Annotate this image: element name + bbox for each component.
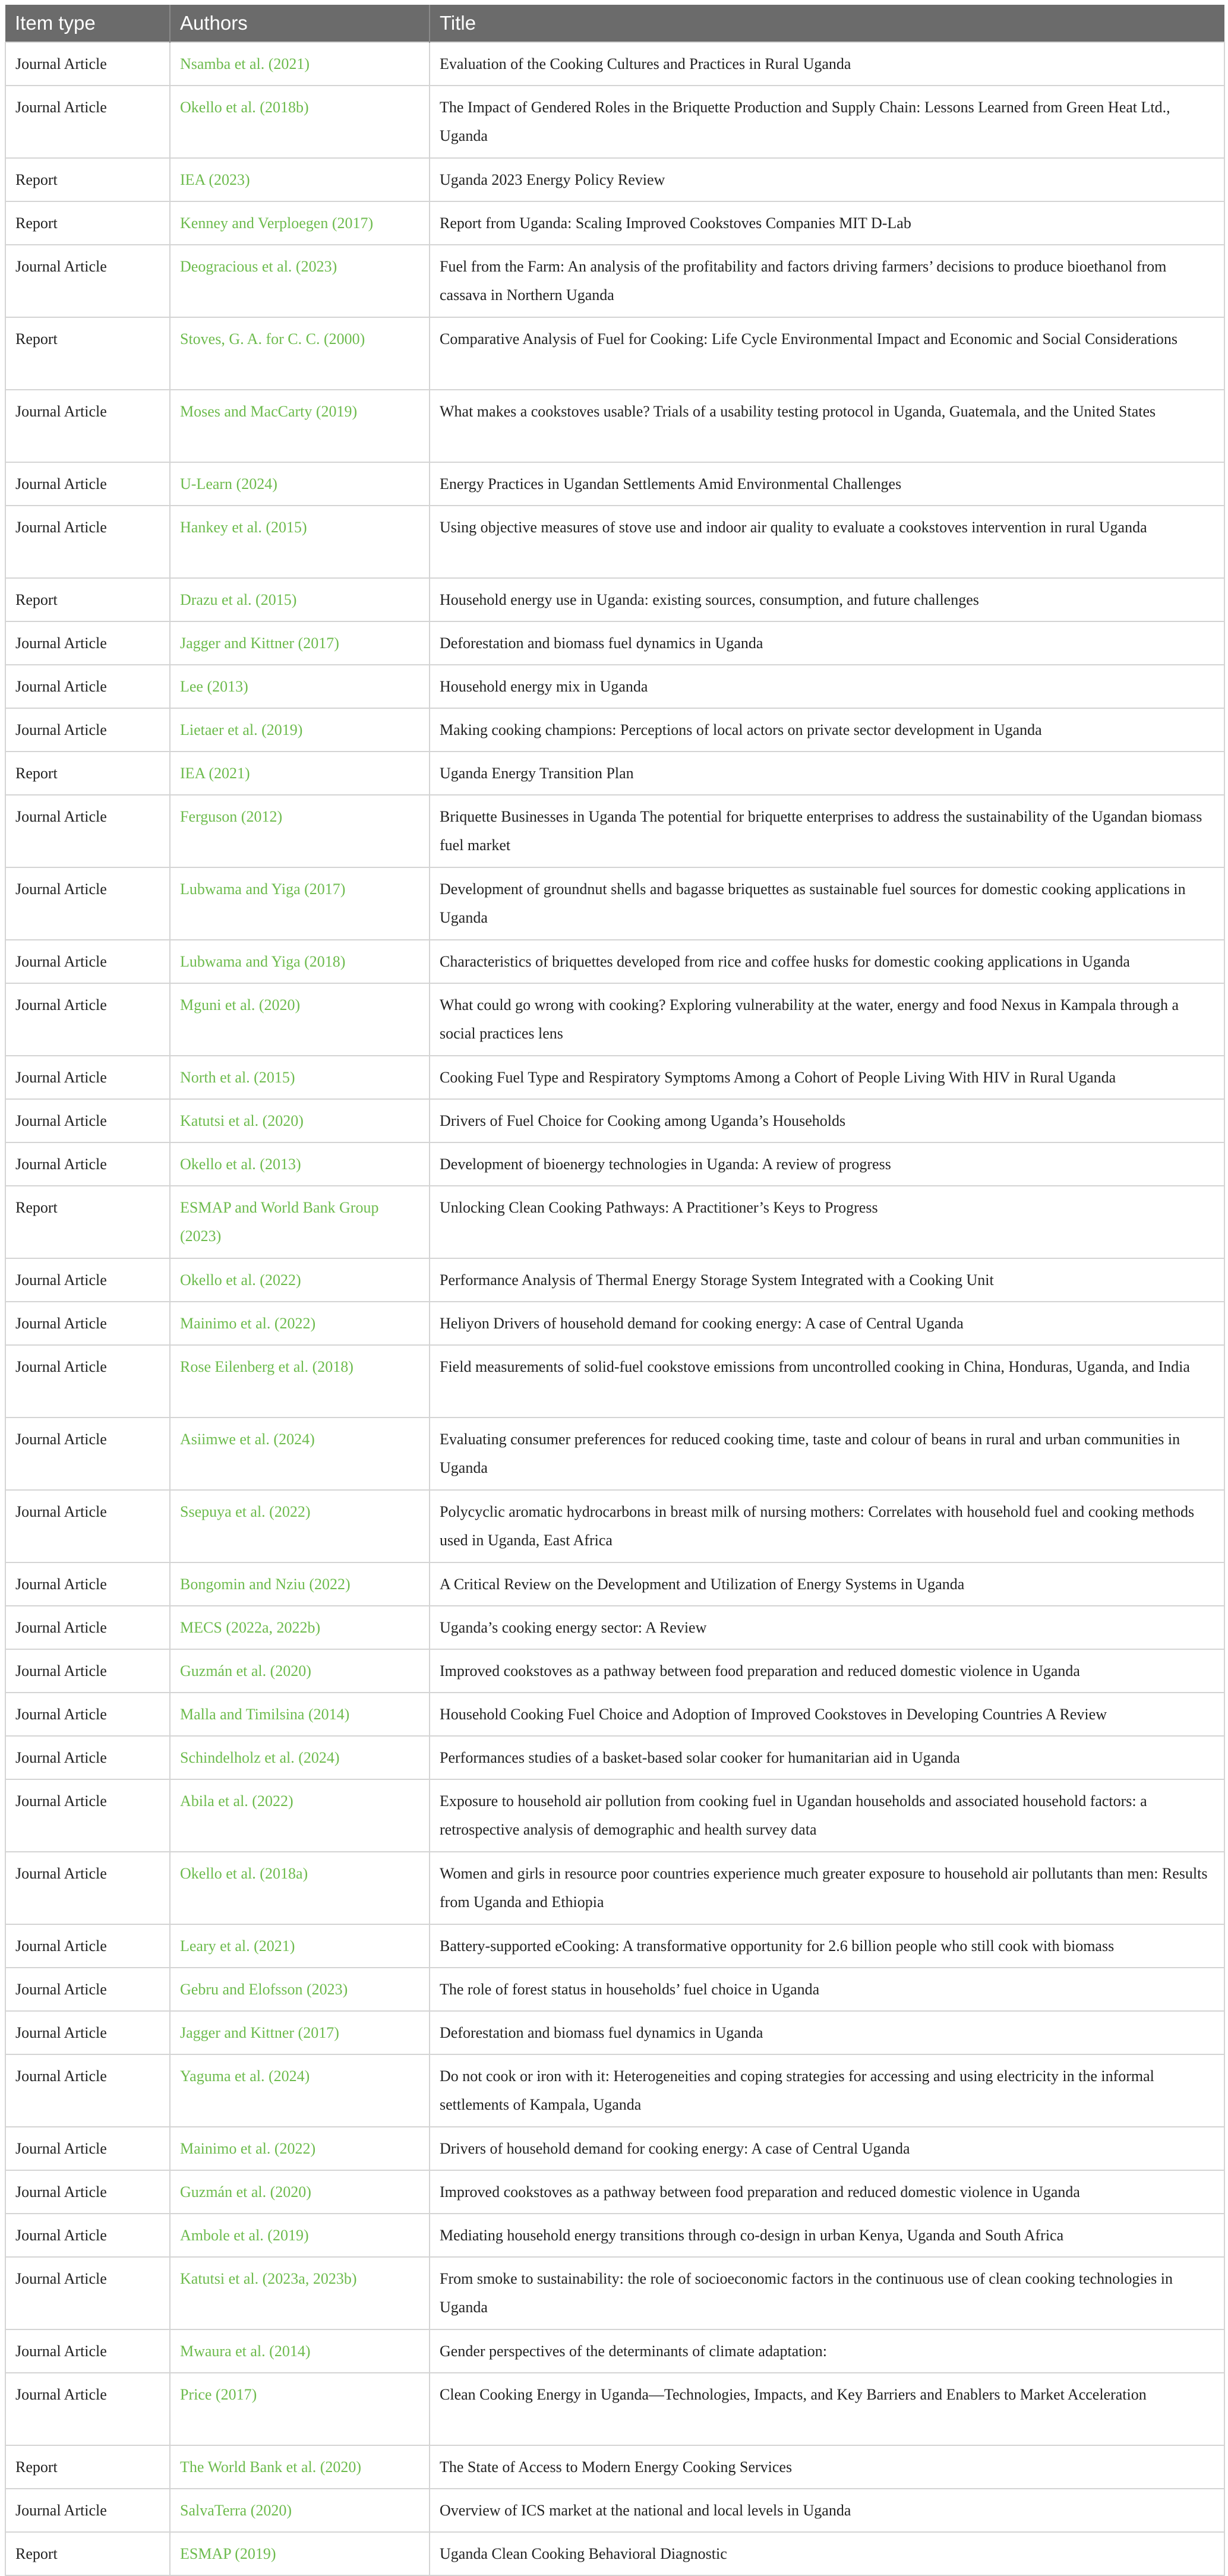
table-row bbox=[5, 665, 1224, 708]
item-type-cell: Journal Article bbox=[5, 390, 170, 462]
item-type-cell: Journal Article bbox=[5, 2329, 170, 2373]
title-cell: Improved cookstoves as a pathway between food preparation and reduced domestic violence in Uganda bbox=[430, 2170, 1224, 2214]
table-row bbox=[5, 2257, 1224, 2329]
title-cell: From smoke to sustainability: the role of socioeconomic factors in the continuous use of clean cooking technologies in Uganda bbox=[430, 2257, 1224, 2329]
author-link[interactable]: Price (2017) bbox=[170, 2373, 430, 2445]
header-title: Title bbox=[430, 5, 1224, 42]
author-link[interactable]: Mguni et al. (2020) bbox=[170, 983, 430, 1056]
author-link[interactable]: Abila et al. (2022) bbox=[170, 1779, 430, 1852]
item-type-cell: Journal Article bbox=[5, 795, 170, 867]
table-row bbox=[5, 1736, 1224, 1779]
title-cell: Report from Uganda: Scaling Improved Cookstoves Companies MIT D-Lab bbox=[430, 201, 1224, 245]
author-link[interactable]: Mainimo et al. (2022) bbox=[170, 2127, 430, 2170]
item-type-cell: Journal Article bbox=[5, 2011, 170, 2054]
table-row bbox=[5, 1345, 1224, 1418]
author-link[interactable]: Bongomin and Nziu (2022) bbox=[170, 1562, 430, 1606]
table-row bbox=[5, 2532, 1224, 2575]
table-row bbox=[5, 42, 1224, 86]
author-link[interactable]: Asiimwe et al. (2024) bbox=[170, 1418, 430, 1490]
item-type-cell: Journal Article bbox=[5, 462, 170, 506]
table-row bbox=[5, 1142, 1224, 1186]
author-link[interactable]: Stoves, G. A. for C. C. (2000) bbox=[170, 317, 430, 390]
author-link[interactable]: Drazu et al. (2015) bbox=[170, 578, 430, 621]
title-cell: Uganda Energy Transition Plan bbox=[430, 752, 1224, 795]
table-row bbox=[5, 752, 1224, 795]
item-type-cell: Report bbox=[5, 158, 170, 201]
item-type-cell: Journal Article bbox=[5, 1345, 170, 1418]
title-cell: Development of groundnut shells and bagasse briquettes as sustainable fuel sources for domestic cooking applications in Uganda bbox=[430, 867, 1224, 940]
author-link[interactable]: Mainimo et al. (2022) bbox=[170, 1302, 430, 1345]
table-row bbox=[5, 2214, 1224, 2257]
table-row bbox=[5, 1056, 1224, 1099]
table-row bbox=[5, 2445, 1224, 2489]
item-type-cell: Report bbox=[5, 752, 170, 795]
table-row bbox=[5, 2489, 1224, 2532]
author-link[interactable]: Okello et al. (2018a) bbox=[170, 1852, 430, 1924]
table-row bbox=[5, 1606, 1224, 1649]
author-link[interactable]: Schindelholz et al. (2024) bbox=[170, 1736, 430, 1779]
title-cell: Mediating household energy transitions through co-design in urban Kenya, Uganda and South Africa bbox=[430, 2214, 1224, 2257]
table-row bbox=[5, 795, 1224, 867]
item-type-cell: Journal Article bbox=[5, 1736, 170, 1779]
title-cell: Characteristics of briquettes developed from rice and coffee husks for domestic cooking applications in Uganda bbox=[430, 940, 1224, 983]
author-link[interactable]: Ferguson (2012) bbox=[170, 795, 430, 867]
author-link[interactable]: Yaguma et al. (2024) bbox=[170, 2054, 430, 2127]
item-type-cell: Journal Article bbox=[5, 2257, 170, 2329]
author-link[interactable]: Guzmán et al. (2020) bbox=[170, 1649, 430, 1693]
title-cell: Evaluation of the Cooking Cultures and Practices in Rural Uganda bbox=[430, 42, 1224, 86]
item-type-cell: Journal Article bbox=[5, 1490, 170, 1562]
title-cell: Heliyon Drivers of household demand for cooking energy: A case of Central Uganda bbox=[430, 1302, 1224, 1345]
title-cell: Cooking Fuel Type and Respiratory Symptoms Among a Cohort of People Living With HIV in Rural Uganda bbox=[430, 1056, 1224, 1099]
item-type-cell: Journal Article bbox=[5, 1968, 170, 2011]
title-cell: Exposure to household air pollution from cooking fuel in Ugandan households and associated household factors: a retrospective analysis of demographic and health survey data bbox=[430, 1779, 1224, 1852]
title-cell: The role of forest status in households’ fuel choice in Uganda bbox=[430, 1968, 1224, 2011]
author-link[interactable]: Okello et al. (2018b) bbox=[170, 86, 430, 158]
item-type-cell: Journal Article bbox=[5, 1606, 170, 1649]
item-type-cell: Journal Article bbox=[5, 86, 170, 158]
title-cell: Polycyclic aromatic hydrocarbons in breast milk of nursing mothers: Correlates with household fuel and cooking methods used in Uganda, East Africa bbox=[430, 1490, 1224, 1562]
table-row bbox=[5, 940, 1224, 983]
item-type-cell: Report bbox=[5, 578, 170, 621]
item-type-cell: Journal Article bbox=[5, 1142, 170, 1186]
table-row bbox=[5, 1924, 1224, 1968]
item-type-cell: Journal Article bbox=[5, 2214, 170, 2257]
table-row bbox=[5, 158, 1224, 201]
table-row bbox=[5, 390, 1224, 462]
table-row bbox=[5, 1968, 1224, 2011]
table-body bbox=[5, 42, 1224, 2575]
author-link[interactable]: U-Learn (2024) bbox=[170, 462, 430, 506]
table-row bbox=[5, 1418, 1224, 1490]
item-type-cell: Journal Article bbox=[5, 1056, 170, 1099]
table-row bbox=[5, 983, 1224, 1056]
title-cell: What makes a cookstoves usable? Trials of a usability testing protocol in Uganda, Guatemala, and the United States bbox=[430, 390, 1224, 462]
title-cell: Deforestation and biomass fuel dynamics in Uganda bbox=[430, 621, 1224, 665]
title-cell: Overview of ICS market at the national and local levels in Uganda bbox=[430, 2489, 1224, 2532]
item-type-cell: Journal Article bbox=[5, 867, 170, 940]
title-cell: The State of Access to Modern Energy Cooking Services bbox=[430, 2445, 1224, 2489]
item-type-cell: Journal Article bbox=[5, 1852, 170, 1924]
header-authors: Authors bbox=[170, 5, 430, 42]
author-link[interactable]: Lee (2013) bbox=[170, 665, 430, 708]
title-cell: Deforestation and biomass fuel dynamics in Uganda bbox=[430, 2011, 1224, 2054]
item-type-cell: Report bbox=[5, 2445, 170, 2489]
item-type-cell: Journal Article bbox=[5, 2054, 170, 2127]
header-row bbox=[5, 5, 1224, 42]
table-row bbox=[5, 1693, 1224, 1736]
author-link[interactable]: The World Bank et al. (2020) bbox=[170, 2445, 430, 2489]
item-type-cell: Journal Article bbox=[5, 1418, 170, 1490]
title-cell: Fuel from the Farm: An analysis of the profitability and factors driving farmers’ decisions to produce bioethanol from cassava in Northern Uganda bbox=[430, 245, 1224, 317]
title-cell: Briquette Businesses in Uganda The potential for briquette enterprises to address the sustainability of the Ugandan biomass fuel market bbox=[430, 795, 1224, 867]
item-type-cell: Journal Article bbox=[5, 1924, 170, 1968]
author-link[interactable]: Nsamba et al. (2021) bbox=[170, 42, 430, 86]
author-link[interactable]: MECS (2022a, 2022b) bbox=[170, 1606, 430, 1649]
title-cell: Gender perspectives of the determinants of climate adaptation: bbox=[430, 2329, 1224, 2373]
item-type-cell: Journal Article bbox=[5, 2170, 170, 2214]
item-type-cell: Journal Article bbox=[5, 1649, 170, 1693]
table-row bbox=[5, 506, 1224, 578]
title-cell: Uganda’s cooking energy sector: A Review bbox=[430, 1606, 1224, 1649]
title-cell: Drivers of Fuel Choice for Cooking among Uganda’s Households bbox=[430, 1099, 1224, 1142]
title-cell: Uganda Clean Cooking Behavioral Diagnostic bbox=[430, 2532, 1224, 2575]
title-cell: Comparative Analysis of Fuel for Cooking: Life Cycle Environmental Impact and Economic and Social Considerations bbox=[430, 317, 1224, 390]
title-cell: Do not cook or iron with it: Heterogeneities and coping strategies for accessing and using electricity in the informal settlements of Kampala, Uganda bbox=[430, 2054, 1224, 2127]
title-cell: Battery-supported eCooking: A transformative opportunity for 2.6 billion people who still cook with biomass bbox=[430, 1924, 1224, 1968]
title-cell: Clean Cooking Energy in Uganda—Technologies, Impacts, and Key Barriers and Enablers to Market Acceleration bbox=[430, 2373, 1224, 2445]
table-row bbox=[5, 317, 1224, 390]
table-row bbox=[5, 2011, 1224, 2054]
author-link[interactable]: Ambole et al. (2019) bbox=[170, 2214, 430, 2257]
author-link[interactable]: Mwaura et al. (2014) bbox=[170, 2329, 430, 2373]
author-link[interactable]: Leary et al. (2021) bbox=[170, 1924, 430, 1968]
table-row bbox=[5, 708, 1224, 752]
title-cell: Drivers of household demand for cooking energy: A case of Central Uganda bbox=[430, 2127, 1224, 2170]
table-row bbox=[5, 1258, 1224, 1302]
author-link[interactable]: Ssepuya et al. (2022) bbox=[170, 1490, 430, 1562]
table-row bbox=[5, 2054, 1224, 2127]
author-link[interactable]: Jagger and Kittner (2017) bbox=[170, 621, 430, 665]
title-cell: Household energy mix in Uganda bbox=[430, 665, 1224, 708]
author-link[interactable]: ESMAP and World Bank Group (2023) bbox=[170, 1186, 430, 1258]
item-type-cell: Journal Article bbox=[5, 506, 170, 578]
title-cell: A Critical Review on the Development and Utilization of Energy Systems in Uganda bbox=[430, 1562, 1224, 1606]
table-row bbox=[5, 1302, 1224, 1345]
table-row bbox=[5, 1649, 1224, 1693]
title-cell: Women and girls in resource poor countries experience much greater exposure to household air pollutants than men: Results from Uganda and Ethiopia bbox=[430, 1852, 1224, 1924]
item-type-cell: Report bbox=[5, 201, 170, 245]
item-type-cell: Journal Article bbox=[5, 1693, 170, 1736]
item-type-cell: Journal Article bbox=[5, 2489, 170, 2532]
item-type-cell: Report bbox=[5, 1186, 170, 1258]
title-cell: What could go wrong with cooking? Exploring vulnerability at the water, energy and food Nexus in Kampala through a social practices lens bbox=[430, 983, 1224, 1056]
references-table bbox=[5, 5, 1225, 2576]
author-link[interactable]: Guzmán et al. (2020) bbox=[170, 2170, 430, 2214]
table-row bbox=[5, 1099, 1224, 1142]
table-row bbox=[5, 1186, 1224, 1258]
author-link[interactable]: Okello et al. (2013) bbox=[170, 1142, 430, 1186]
table-row bbox=[5, 2373, 1224, 2445]
title-cell: Energy Practices in Ugandan Settlements Amid Environmental Challenges bbox=[430, 462, 1224, 506]
title-cell: Uganda 2023 Energy Policy Review bbox=[430, 158, 1224, 201]
item-type-cell: Journal Article bbox=[5, 2127, 170, 2170]
table-row bbox=[5, 2170, 1224, 2214]
table-row bbox=[5, 1562, 1224, 1606]
table-row bbox=[5, 1779, 1224, 1852]
author-link[interactable]: Lietaer et al. (2019) bbox=[170, 708, 430, 752]
table-row bbox=[5, 2329, 1224, 2373]
title-cell: Evaluating consumer preferences for reduced cooking time, taste and colour of beans in rural and urban communities in Uganda bbox=[430, 1418, 1224, 1490]
item-type-cell: Journal Article bbox=[5, 1099, 170, 1142]
item-type-cell: Report bbox=[5, 2532, 170, 2575]
item-type-cell: Report bbox=[5, 317, 170, 390]
author-link[interactable]: Deogracious et al. (2023) bbox=[170, 245, 430, 317]
author-link[interactable]: IEA (2023) bbox=[170, 158, 430, 201]
author-link[interactable]: SalvaTerra (2020) bbox=[170, 2489, 430, 2532]
author-link[interactable]: Katutsi et al. (2020) bbox=[170, 1099, 430, 1142]
item-type-cell: Journal Article bbox=[5, 665, 170, 708]
author-link[interactable]: Lubwama and Yiga (2017) bbox=[170, 867, 430, 940]
item-type-cell: Journal Article bbox=[5, 621, 170, 665]
author-link[interactable]: Malla and Timilsina (2014) bbox=[170, 1693, 430, 1736]
item-type-cell: Journal Article bbox=[5, 2373, 170, 2445]
author-link[interactable]: Okello et al. (2022) bbox=[170, 1258, 430, 1302]
title-cell: Household Cooking Fuel Choice and Adoption of Improved Cookstoves in Developing Countries A Review bbox=[430, 1693, 1224, 1736]
author-link[interactable]: Lubwama and Yiga (2018) bbox=[170, 940, 430, 983]
title-cell: Improved cookstoves as a pathway between food preparation and reduced domestic violence in Uganda bbox=[430, 1649, 1224, 1693]
title-cell: Performances studies of a basket-based solar cooker for humanitarian aid in Uganda bbox=[430, 1736, 1224, 1779]
title-cell: Unlocking Clean Cooking Pathways: A Practitioner’s Keys to Progress bbox=[430, 1186, 1224, 1258]
author-link[interactable]: North et al. (2015) bbox=[170, 1056, 430, 1099]
author-link[interactable]: Jagger and Kittner (2017) bbox=[170, 2011, 430, 2054]
table-row bbox=[5, 245, 1224, 317]
author-link[interactable]: Kenney and Verploegen (2017) bbox=[170, 201, 430, 245]
item-type-cell: Journal Article bbox=[5, 940, 170, 983]
table-row bbox=[5, 621, 1224, 665]
author-link[interactable]: Moses and MacCarty (2019) bbox=[170, 390, 430, 462]
table-row bbox=[5, 462, 1224, 506]
header-item-type: Item type bbox=[5, 5, 170, 42]
table-row bbox=[5, 86, 1224, 158]
table-row bbox=[5, 1490, 1224, 1562]
title-cell: Household energy use in Uganda: existing sources, consumption, and future challenges bbox=[430, 578, 1224, 621]
author-link[interactable]: Rose Eilenberg et al. (2018) bbox=[170, 1345, 430, 1418]
table-row bbox=[5, 201, 1224, 245]
item-type-cell: Journal Article bbox=[5, 1562, 170, 1606]
title-cell: Making cooking champions: Perceptions of local actors on private sector development in Uganda bbox=[430, 708, 1224, 752]
title-cell: Field measurements of solid-fuel cookstove emissions from uncontrolled cooking in China, Honduras, Uganda, and India bbox=[430, 1345, 1224, 1418]
table-header bbox=[5, 5, 1224, 42]
title-cell: The Impact of Gendered Roles in the Briquette Production and Supply Chain: Lessons Learned from Green Heat Ltd., Uganda bbox=[430, 86, 1224, 158]
table-row bbox=[5, 867, 1224, 940]
author-link[interactable]: Katutsi et al. (2023a, 2023b) bbox=[170, 2257, 430, 2329]
title-cell: Development of bioenergy technologies in Uganda: A review of progress bbox=[430, 1142, 1224, 1186]
author-link[interactable]: ESMAP (2019) bbox=[170, 2532, 430, 2575]
author-link[interactable]: IEA (2021) bbox=[170, 752, 430, 795]
title-cell: Using objective measures of stove use and indoor air quality to evaluate a cookstoves intervention in rural Uganda bbox=[430, 506, 1224, 578]
author-link[interactable]: Gebru and Elofsson (2023) bbox=[170, 1968, 430, 2011]
table-row bbox=[5, 578, 1224, 621]
item-type-cell: Journal Article bbox=[5, 42, 170, 86]
item-type-cell: Journal Article bbox=[5, 1779, 170, 1852]
table-row bbox=[5, 2127, 1224, 2170]
item-type-cell: Journal Article bbox=[5, 245, 170, 317]
item-type-cell: Journal Article bbox=[5, 1302, 170, 1345]
item-type-cell: Journal Article bbox=[5, 983, 170, 1056]
title-cell: Performance Analysis of Thermal Energy Storage System Integrated with a Cooking Unit bbox=[430, 1258, 1224, 1302]
item-type-cell: Journal Article bbox=[5, 708, 170, 752]
table-row bbox=[5, 1852, 1224, 1924]
author-link[interactable]: Hankey et al. (2015) bbox=[170, 506, 430, 578]
item-type-cell: Journal Article bbox=[5, 1258, 170, 1302]
